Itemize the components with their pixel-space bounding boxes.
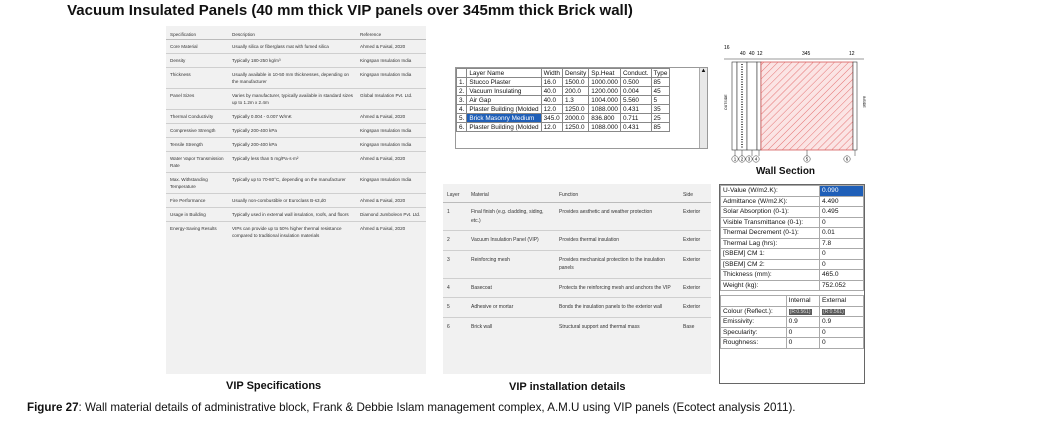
layer-cell: Plaster Building (Molded <box>467 123 541 132</box>
property-value[interactable]: 4.490 <box>820 196 864 207</box>
layer-row[interactable] <box>457 123 670 132</box>
layer-cell: 2. <box>457 87 467 96</box>
install-cell: 2 <box>443 231 467 251</box>
layer-cell: Air Gap <box>467 96 541 105</box>
layer-cell: 1200.000 <box>589 87 621 96</box>
surface-cell <box>786 306 819 317</box>
layer-row[interactable] <box>457 78 670 87</box>
spec-cell: Ahmed & Faisal, 2020 <box>356 40 426 54</box>
install-row <box>443 298 711 318</box>
spec-cell: Ahmed & Faisal, 2020 <box>356 110 426 124</box>
property-label: Thermal Lag (hrs): <box>721 238 820 249</box>
property-label: [SBEM] CM 2: <box>721 259 820 270</box>
layer-cell: 12.0 <box>541 123 562 132</box>
spec-header: Description <box>228 26 356 40</box>
dim-label: 40 <box>749 51 755 57</box>
spec-cell: Kingspan Insulation India <box>356 173 426 194</box>
figure-text: : Wall material details of administrative block, Frank & Debbie Islam management complex, A.M.U using VIP panels (Ecotect analysis 2011). <box>78 401 796 414</box>
layer-cell: 2000.0 <box>562 114 588 123</box>
thermal-properties-panel <box>719 184 865 384</box>
spec-cell: Kingspan Insulation India <box>356 68 426 89</box>
layer-cell: 0.004 <box>620 87 651 96</box>
layer-marker: 3 <box>747 156 751 162</box>
spec-header-row <box>166 26 426 40</box>
layer-header[interactable]: Width <box>541 69 562 78</box>
install-cell: Exterior <box>679 250 711 278</box>
colour-swatch[interactable]: (R:0.561) <box>823 308 844 315</box>
install-cell: Provides aesthetic and weather protection <box>555 203 679 231</box>
layer-cell: 1500.0 <box>562 78 588 87</box>
spec-row <box>166 222 426 243</box>
install-header: Layer <box>443 184 467 203</box>
layer-cell: 1004.000 <box>589 96 621 105</box>
property-value[interactable]: 0.01 <box>820 228 864 239</box>
spec-cell: Kingspan Insulation India <box>356 54 426 68</box>
layer-header[interactable]: Type <box>651 69 670 78</box>
spec-cell: Typically 200-400 kPa <box>228 138 356 152</box>
spec-cell: Typically used in external wall insulation, roofs, and floors <box>228 208 356 222</box>
layer-cell: 35 <box>651 105 670 114</box>
install-header: Material <box>467 184 555 203</box>
spec-cell: Ahmed & Faisal, 2020 <box>356 194 426 208</box>
install-cell: 1 <box>443 203 467 231</box>
surface-row <box>721 327 864 338</box>
layer-cell: 40.0 <box>541 87 562 96</box>
spec-cell: Global Insulation Pvt. Ltd. <box>356 89 426 110</box>
spec-cell: Compressive Strength <box>166 124 228 138</box>
dim-label: 16 <box>724 45 730 51</box>
install-cell: Protects the reinforcing mesh and anchors the VIP <box>555 278 679 298</box>
dim-label: 12 <box>757 51 763 57</box>
install-row <box>443 278 711 298</box>
property-row <box>721 259 864 270</box>
spec-row <box>166 68 426 89</box>
install-cell: 6 <box>443 317 467 336</box>
install-cell: 4 <box>443 278 467 298</box>
surface-cell: 0 <box>786 338 819 349</box>
property-label: Admittance (W/m2.K): <box>721 196 820 207</box>
surface-cell: 0.9 <box>820 317 864 328</box>
vip-install-table <box>443 184 711 374</box>
install-row <box>443 203 711 231</box>
layer-cell: Brick Masonry Medium <box>467 114 541 123</box>
spec-cell: Water Vapor Transmission Rate <box>166 152 228 173</box>
install-cell: Base <box>679 317 711 336</box>
property-value[interactable]: 0.090 <box>820 186 864 197</box>
outside-label: OUTSIDE <box>724 94 728 110</box>
spec-row <box>166 89 426 110</box>
spec-cell: Typically 0.004 - 0.007 W/mK <box>228 110 356 124</box>
property-value[interactable]: 7.8 <box>820 238 864 249</box>
spec-cell: Energy-Saving Results <box>166 222 228 243</box>
install-cell: Exterior <box>679 203 711 231</box>
install-cell: 3 <box>443 250 467 278</box>
surface-cell: 0 <box>820 327 864 338</box>
spec-cell: Usually available in 10-50 mm thicknesses, depending on the manufacturer <box>228 68 356 89</box>
spec-cell: Tensile Strength <box>166 138 228 152</box>
layer-row[interactable] <box>457 96 670 105</box>
install-cell: Vacuum Insulation Panel (VIP) <box>467 231 555 251</box>
layer-cell: 5.560 <box>620 96 651 105</box>
dim-label: 40 <box>740 51 746 57</box>
surface-cell: 0.9 <box>786 317 819 328</box>
install-cell: Exterior <box>679 278 711 298</box>
layer-cell: Vacuum Insulating <box>467 87 541 96</box>
install-cell: Reinforcing mesh <box>467 250 555 278</box>
layer-cell: 12.0 <box>541 105 562 114</box>
layer-cell: 836.800 <box>589 114 621 123</box>
layer-cell: 85 <box>651 123 670 132</box>
install-header-row <box>443 184 711 203</box>
install-cell: Adhesive or mortar <box>467 298 555 318</box>
layer-cell: 25 <box>651 114 670 123</box>
install-cell: Brick wall <box>467 317 555 336</box>
install-header: Function <box>555 184 679 203</box>
install-row <box>443 231 711 251</box>
layer-header-row <box>457 69 670 78</box>
layer-list[interactable] <box>455 67 708 149</box>
figure-caption <box>27 401 796 414</box>
layer-marker: 2 <box>740 156 744 162</box>
surface-header <box>721 296 787 307</box>
install-cell: Provides thermal insulation <box>555 231 679 251</box>
spec-cell: Typically less than 5 mg/Pa·s·m² <box>228 152 356 173</box>
layer-cell: 1. <box>457 78 467 87</box>
spec-row <box>166 173 426 194</box>
spec-row <box>166 124 426 138</box>
layer-header[interactable]: Conduct. <box>620 69 651 78</box>
spec-cell: Thermal Conductivity <box>166 110 228 124</box>
property-row <box>721 186 864 197</box>
property-row <box>721 217 864 228</box>
install-cell: Bonds the insulation panels to the exterior wall <box>555 298 679 318</box>
layer-header[interactable]: Sp.Heat <box>589 69 621 78</box>
surface-cell: Emissivity: <box>721 317 787 328</box>
surface-cell: Roughness: <box>721 338 787 349</box>
layer-marker: 1 <box>733 156 737 162</box>
spec-cell: Ahmed & Faisal, 2020 <box>356 222 426 243</box>
spec-cell: Density <box>166 54 228 68</box>
surface-cell: Colour (Reflect.): <box>721 306 787 317</box>
layer-cell: 0.500 <box>620 78 651 87</box>
layer-header <box>457 69 467 78</box>
dim-label: 345 <box>802 51 811 57</box>
spec-cell: Kingspan Insulation India <box>356 138 426 152</box>
layer-cell: Plaster Building (Molded <box>467 105 541 114</box>
layer-header[interactable]: Layer Name <box>467 69 541 78</box>
spec-cell: Core Material <box>166 40 228 54</box>
surface-header: External <box>820 296 864 307</box>
spec-cell: Fire Performance <box>166 194 228 208</box>
property-row <box>721 280 864 291</box>
vip-spec-table <box>166 26 426 374</box>
layer-cell: 1250.0 <box>562 105 588 114</box>
layer-cell: 4. <box>457 105 467 114</box>
install-cell: Basecoat <box>467 278 555 298</box>
layer-row[interactable] <box>457 87 670 96</box>
spec-cell: VIPs can provide up to 50% higher thermal resistance compared to traditional insulation materials <box>228 222 356 243</box>
layer-marker: 5 <box>805 156 809 162</box>
property-label: [SBEM] CM 1: <box>721 249 820 260</box>
layer-cell: 3. <box>457 96 467 105</box>
layer-cell: 45 <box>651 87 670 96</box>
wall-section-diagram <box>718 44 868 178</box>
spec-row <box>166 194 426 208</box>
spec-row <box>166 208 426 222</box>
spec-row <box>166 152 426 173</box>
wall-section-title: Wall Section <box>755 166 816 177</box>
spec-header: Specification <box>166 26 228 40</box>
inside-label: INSIDE <box>862 96 866 108</box>
figure-label: Figure 27 <box>27 401 79 414</box>
layer-cell: 5. <box>457 114 467 123</box>
property-row <box>721 228 864 239</box>
install-cell: Structural support and thermal mass <box>555 317 679 336</box>
property-value[interactable]: 465.0 <box>820 270 864 281</box>
layer-header[interactable]: Density <box>562 69 588 78</box>
property-label: Weight (kg): <box>721 280 820 291</box>
layer-cell: 0.431 <box>620 123 651 132</box>
layer-cell: 1000.000 <box>589 78 621 87</box>
spec-cell: Typically 200-400 kPa <box>228 124 356 138</box>
install-row <box>443 250 711 278</box>
surface-row <box>721 306 864 317</box>
dim-label: 12 <box>849 51 855 57</box>
vip-install-caption: VIP installation details <box>509 381 626 393</box>
install-row <box>443 317 711 336</box>
layer-cell: 345.0 <box>541 114 562 123</box>
spec-row <box>166 40 426 54</box>
install-cell: Exterior <box>679 231 711 251</box>
layer-list-scrollbar[interactable]: ▲ <box>699 68 707 148</box>
property-value[interactable]: 0 <box>820 249 864 260</box>
surface-row <box>721 317 864 328</box>
colour-swatch[interactable]: (R:0.561) <box>789 308 811 315</box>
spec-row <box>166 54 426 68</box>
spec-cell: Diamond Jumboleon Pvt. Ltd. <box>356 208 426 222</box>
spec-cell: Thickness <box>166 68 228 89</box>
install-header: Side <box>679 184 711 203</box>
layer-marker: 6 <box>845 156 849 162</box>
layer-cell: 1088.000 <box>589 105 621 114</box>
property-row <box>721 207 864 218</box>
layer-cell: 16.0 <box>541 78 562 87</box>
property-row <box>721 196 864 207</box>
layer-cell: 1250.0 <box>562 123 588 132</box>
layer-cell: 6. <box>457 123 467 132</box>
layer-row[interactable] <box>457 114 670 123</box>
property-label: U-Value (W/m2.K): <box>721 186 820 197</box>
layer-row[interactable] <box>457 105 670 114</box>
property-row <box>721 238 864 249</box>
install-cell: Final finish (e.g. cladding, siding, etc.) <box>467 203 555 231</box>
surface-cell: Specularity: <box>721 327 787 338</box>
layer-cell: 5 <box>651 96 670 105</box>
spec-cell: Typically 180-250 kg/m³ <box>228 54 356 68</box>
vip-specs-caption: VIP Specifications <box>226 380 322 392</box>
layer-cell: 200.0 <box>562 87 588 96</box>
property-row <box>721 249 864 260</box>
surface-header: Internal <box>786 296 819 307</box>
surface-row <box>721 338 864 349</box>
property-value[interactable]: 0.495 <box>820 207 864 218</box>
spec-row <box>166 138 426 152</box>
spec-cell: Typically up to 70-80°C, depending on the manufacturer <box>228 173 356 194</box>
surface-cell: 0 <box>820 338 864 349</box>
property-value[interactable]: 752.052 <box>820 280 864 291</box>
install-cell: Exterior <box>679 298 711 318</box>
layer-cell: 1.3 <box>562 96 588 105</box>
layer-cell: 0.711 <box>620 114 651 123</box>
surface-cell: 0 <box>786 327 819 338</box>
spec-cell: Ahmed & Faisal, 2020 <box>356 152 426 173</box>
property-row <box>721 270 864 281</box>
spec-cell: Usage in Building <box>166 208 228 222</box>
spec-header: Reference <box>356 26 426 40</box>
layer-cell: 40.0 <box>541 96 562 105</box>
property-label: Visible Transmittance (0-1): <box>721 217 820 228</box>
install-cell: Provides mechanical protection to the insulation panels <box>555 250 679 278</box>
page-heading: Vacuum Insulated Panels (40 mm thick VIP panels over 345mm thick Brick wall) <box>67 2 633 19</box>
spec-cell: Kingspan Insulation India <box>356 124 426 138</box>
surface-cell <box>820 306 864 317</box>
layer-marker: 4 <box>754 156 758 162</box>
layer-cell: Stucco Plaster <box>467 78 541 87</box>
spec-cell: Panel Sizes <box>166 89 228 110</box>
install-cell: 5 <box>443 298 467 318</box>
property-value[interactable]: 0 <box>820 217 864 228</box>
property-label: Thickness (mm): <box>721 270 820 281</box>
property-label: Solar Absorption (0-1): <box>721 207 820 218</box>
spec-cell: Usually silica or fiberglass mat with fumed silica <box>228 40 356 54</box>
layer-cell: 1088.000 <box>589 123 621 132</box>
spec-row <box>166 110 426 124</box>
layer-cell: 85 <box>651 78 670 87</box>
layer-cell: 0.431 <box>620 105 651 114</box>
spec-cell: Usually non-combustible or Euroclass B-s3,d0 <box>228 194 356 208</box>
property-value[interactable]: 0 <box>820 259 864 270</box>
spec-cell: Varies by manufacturer, typically available in standard sizes up to 1.2m x 2.4m <box>228 89 356 110</box>
surface-header-row <box>721 296 864 307</box>
spec-cell: Max. Withstanding Temperature <box>166 173 228 194</box>
property-label: Thermal Decrement (0-1): <box>721 228 820 239</box>
